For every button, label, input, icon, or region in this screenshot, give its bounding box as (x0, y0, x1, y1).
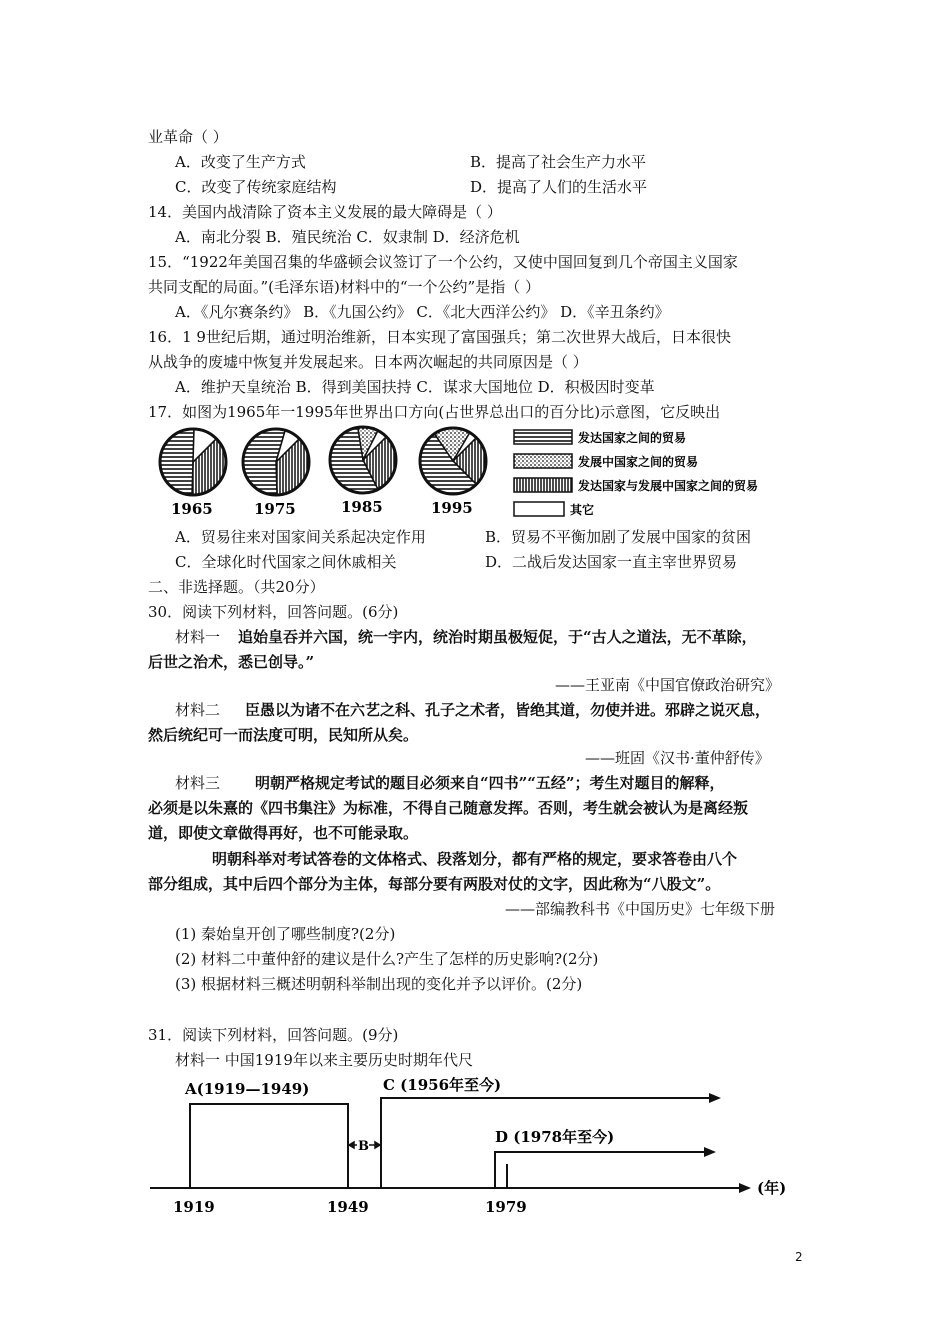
pie-1965-slice-0 (160, 429, 194, 495)
legend-label-0: 发达国家之间的贸易 (578, 431, 687, 445)
q30-m3-line4: 明朝科举对考试答卷的文体格式、段落划分，都有严格的规定，要求答卷由八个 (212, 850, 738, 868)
section-2-title: 二、非选择题。（共20分） (148, 578, 325, 596)
legend-label-1: 发展中国家之间的贸易 (578, 455, 699, 469)
b-arrow-left-head (349, 1142, 354, 1148)
q15-stem-1: 15．“1922年美国召集的华盛顿会议签订了一个公约，又使中国回复到几个帝国主义国家 (148, 253, 738, 271)
q31-stem: 31．阅读下列材料，回答问题。(9分) (148, 1026, 399, 1044)
q30-question-3: (3) 根据材料三概述明朝科举制出现的变化并予以评价。(2分) (175, 975, 583, 993)
q30-stem: 30．阅读下列材料，回答问题。(6分) (148, 603, 399, 621)
q30-m2-source: ——班固《汉书·董仲舒传》 (585, 749, 770, 767)
page-number: 2 (795, 1250, 803, 1264)
q30-m3-source: ——部编教科书《中国历史》七年级下册 (505, 900, 776, 918)
q30-question-2: (2) 材料二中董仲舒的建议是什么?产生了怎样的历史影响?(2分) (175, 950, 599, 968)
timeline-label-d: D (1978年至今) (495, 1128, 615, 1146)
tick-1919: 1919 (173, 1198, 215, 1216)
q17-option-b: B．贸易不平衡加剧了发展中国家的贫困 (485, 528, 752, 546)
q30-m3-line2: 必须是以朱熹的《四书集注》为标准，不得自己随意发挥。否则，考生就会被认为是离经叛 (148, 799, 749, 817)
export-direction-chart (150, 424, 830, 524)
q15-options: A．《凡尔赛条约》 B．《九国公约》 C．《北大西洋公约》 D．《辛丑条约》 (175, 303, 670, 321)
q30-m3-label: 材料三 (175, 774, 221, 792)
q30-m1-source: ——王亚南《中国官僚政治研究》 (555, 676, 781, 694)
q30-m3-line5: 部分组成，其中后四个部分为主体，每部分要有两股对仗的文字，因此称为“八股文”。 (148, 875, 721, 893)
q30-m2-label: 材料二 (175, 701, 221, 719)
q30-m3-line1: 明朝严格规定考试的题目必须来自“四书”“五经”；考生对题目的解释， (255, 774, 725, 792)
q17-option-a: A．贸易往来对国家间关系起决定作用 (175, 528, 426, 546)
q17-option-c: C．全球化时代国家之间休戚相关 (175, 553, 397, 571)
q30-m1-line1: 追始皇吞并六国，统一宇内，统治时期虽极短促，于“古人之道法，无不革除， (238, 628, 757, 646)
history-timeline (145, 1072, 815, 1222)
q30-m2-line2: 然后统纪可一而法度可明，民知所从矣。 (148, 726, 419, 744)
q14-options: A．南北分裂 B．殖民统治 C．奴隶制 D．经济危机 (175, 228, 520, 246)
q16-options: A．维护天皇统治 B．得到美国扶持 C．谋求大国地位 D．积极因时变革 (175, 378, 655, 396)
q16-stem-1: 16．1 9世纪后期，通过明治维新，日本实现了富国强兵；第二次世界大战后，日本很快 (148, 328, 731, 346)
q30-m3-line3: 道，即使文章做得再好，也不可能录取。 (148, 824, 419, 842)
legend-swatch-3 (514, 502, 564, 516)
legend-swatch-0 (514, 430, 572, 444)
timeline-label-c: C (1956年至今) (383, 1076, 502, 1094)
legend-swatch-2 (514, 478, 572, 492)
q17-option-d: D．二战后发达国家一直主宰世界贸易 (485, 553, 738, 571)
period-d-bar (495, 1152, 710, 1188)
d-arrowhead (704, 1147, 716, 1157)
q31-material-1: 材料一 中国1919年以来主要历史时期年代尺 (175, 1051, 473, 1069)
q17-stem: 17．如图为1965年一1995年世界出口方向(占世界总出口的百分比)示意图，它反映出 (148, 403, 721, 421)
q14-stem: 14．美国内战清除了资本主义发展的最大障碍是（ ） (148, 203, 502, 221)
pie-year-label-1975: 1975 (254, 500, 296, 518)
q13-tail: 业革命（ ） (148, 128, 228, 146)
period-a-box (190, 1104, 348, 1188)
q30-question-1: (1) 秦始皇开创了哪些制度?(2分) (175, 925, 396, 943)
q16-stem-2: 从战争的废墟中恢复并发展起来。日本两次崛起的共同原因是（ ） (148, 353, 588, 371)
legend-swatch-1 (514, 454, 572, 468)
q15-stem-2: 共同支配的局面。”(毛泽东语)材料中的“一个公约”是指（ ） (148, 278, 540, 296)
axis-arrowhead (739, 1183, 751, 1193)
pie-year-label-1965: 1965 (171, 500, 213, 518)
b-arrow-right-head (375, 1142, 380, 1148)
tick-1949: 1949 (327, 1198, 369, 1216)
q13-option-c: C．改变了传统家庭结构 (175, 178, 337, 196)
legend-label-2: 发达国家与发展中国家之间的贸易 (578, 479, 759, 493)
q13-option-d: D．提高了人们的生活水平 (470, 178, 648, 196)
timeline-unit: (年) (757, 1179, 787, 1197)
q30-m1-label: 材料一 (175, 628, 221, 646)
pie-year-label-1985: 1985 (341, 498, 383, 516)
tick-1979: 1979 (485, 1198, 527, 1216)
c-arrowhead (709, 1093, 721, 1103)
timeline-label-a: A(1919—1949) (185, 1080, 310, 1098)
q30-m1-line2: 后世之治术，悉已创导。” (148, 653, 315, 671)
legend-label-3: 其它 (570, 503, 595, 517)
q13-option-b: B．提高了社会生产力水平 (470, 153, 647, 171)
q13-option-a: A．改变了生产方式 (175, 153, 306, 171)
timeline-label-b: B (358, 1139, 369, 1154)
pie-year-label-1995: 1995 (431, 499, 473, 517)
q30-m2-line1: 臣愚以为诸不在六艺之科、孔子之术者，皆绝其道，勿使并进。邪辟之说灭息， (245, 701, 771, 719)
